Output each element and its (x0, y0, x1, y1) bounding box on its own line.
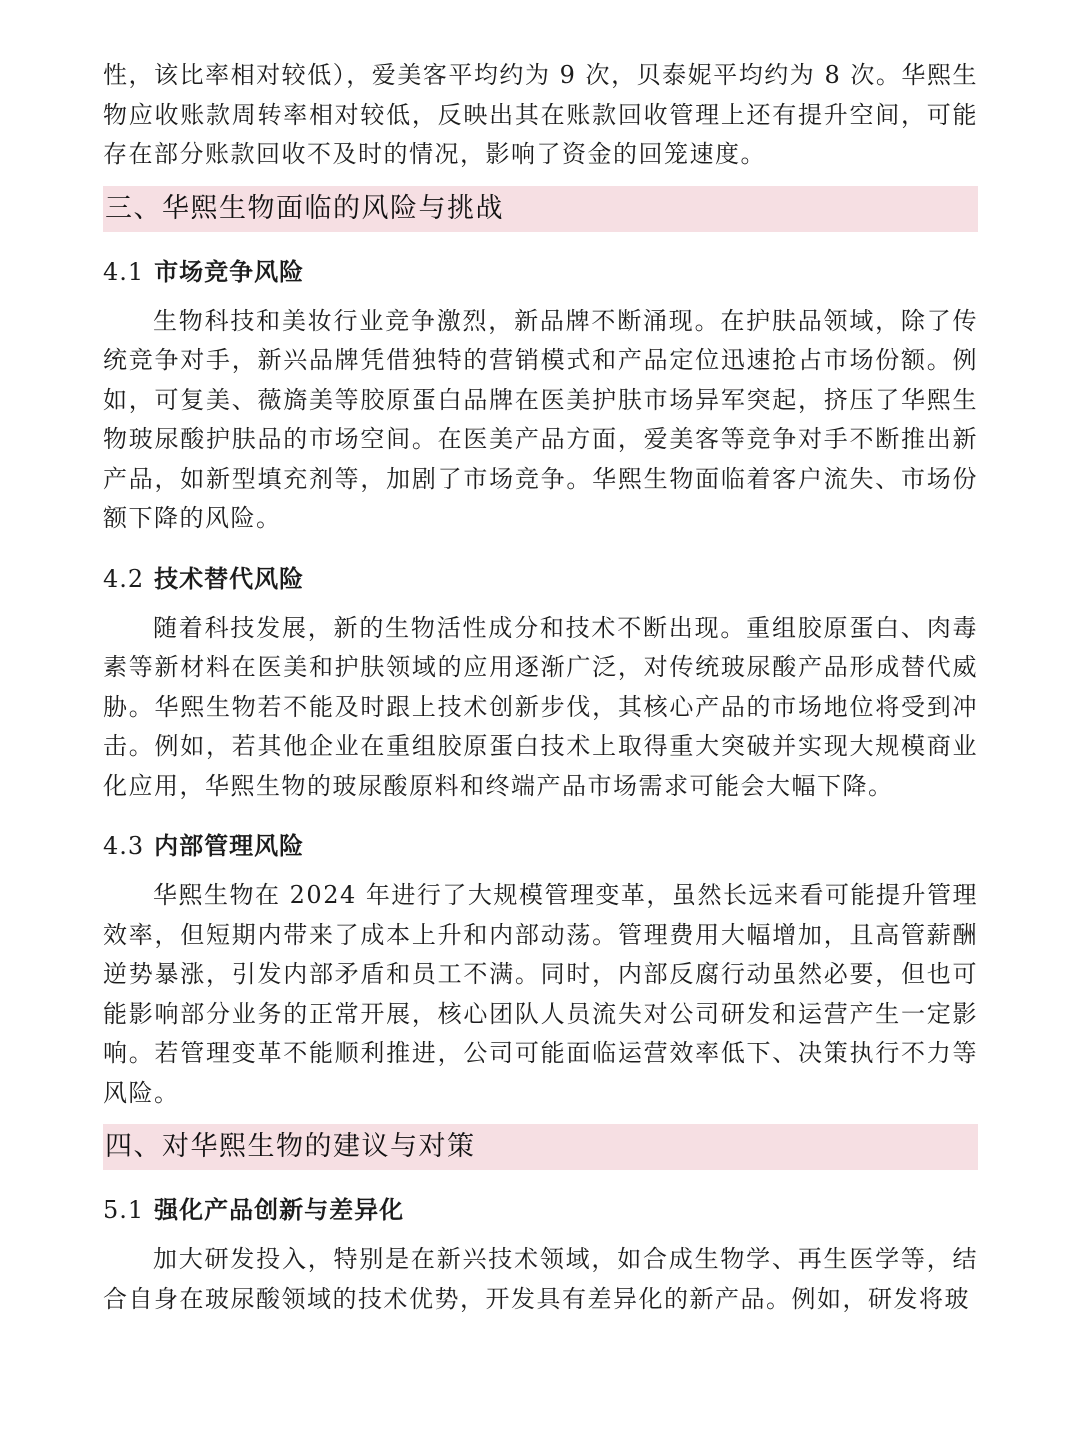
subsection-title: 强化产品创新与差异化 (154, 1196, 405, 1224)
subsection-heading-4-2 (103, 559, 978, 599)
subsection-heading-5-1 (103, 1190, 978, 1230)
subsection-number: 5.1 (103, 1196, 145, 1224)
paragraph-product-innovation: 加大研发投入，特别是在新兴技术领域，如合成生物学、再生医学等，结合自身在玻尿酸领域的技术优势，开发具有差异化的新产品。例如，研发将玻 (103, 1245, 978, 1313)
subsection-heading-4-1 (103, 252, 978, 292)
intro-paragraph: 性，该比率相对较低），爱美客平均约为 9 次，贝泰妮平均约为 8 次。华熙生物应收账款周转率相对较低，反映出其在账款回收管理上还有提升空间，可能存在部分账款回收不及时的情况，影响了资金的回笼速度。 (103, 61, 978, 168)
subsection-number: 4.3 (103, 832, 145, 860)
paragraph-tech-substitution: 随着科技发展，新的生物活性成分和技术不断出现。重组胶原蛋白、肉毒素等新材料在医美和护肤领域的应用逐渐广泛，对传统玻尿酸产品形成替代威胁。华熙生物若不能及时跟上技术创新步伐，其核心产品的市场地位将受到冲击。例如，若其他企业在重组胶原蛋白技术上取得重大突破并实现大规模商业化应用，华熙生物的玻尿酸原料和终端产品市场需求可能会大幅下降。 (103, 613, 978, 800)
section-heading-risks: 三、华熙生物面临的风险与挑战 (103, 186, 978, 232)
subsection-number: 4.2 (103, 564, 145, 593)
section-heading-suggestions: 四、对华熙生物的建议与对策 (103, 1124, 978, 1170)
paragraph-internal-management: 华熙生物在 2024 年进行了大规模管理变革，虽然长远来看可能提升管理效率，但短期内带来了成本上升和内部动荡。管理费用大幅增加，且高管薪酬逆势暴涨，引发内部矛盾和员工不满。同时，内部反腐行动虽然必要，但也可能影响部分业务的正常开展，核心团队人员流失对公司研发和运营产生一定影响。若管理变革不能顺利推进，公司可能面临运营效率低下、决策执行不力等风险。 (103, 881, 978, 1107)
subsection-heading-4-3 (103, 826, 978, 866)
subsection-title: 技术替代风险 (154, 564, 305, 593)
subsection-title: 内部管理风险 (154, 832, 305, 860)
subsection-number: 4.1 (103, 257, 145, 286)
paragraph-market-competition: 生物科技和美妆行业竞争激烈，新品牌不断涌现。在护肤品领域，除了传统竞争对手，新兴品牌凭借独特的营销模式和产品定位迅速抢占市场份额。例如，可复美、薇旖美等胶原蛋白品牌在医美护肤市场异军突起，挤压了华熙生物玻尿酸护肤品的市场空间。在医美产品方面，爱美客等竞争对手不断推出新产品，如新型填充剂等，加剧了市场竞争。华熙生物面临着客户流失、市场份额下降的风险。 (103, 306, 978, 532)
subsection-title: 市场竞争风险 (154, 257, 305, 286)
document-page (103, 56, 978, 1319)
